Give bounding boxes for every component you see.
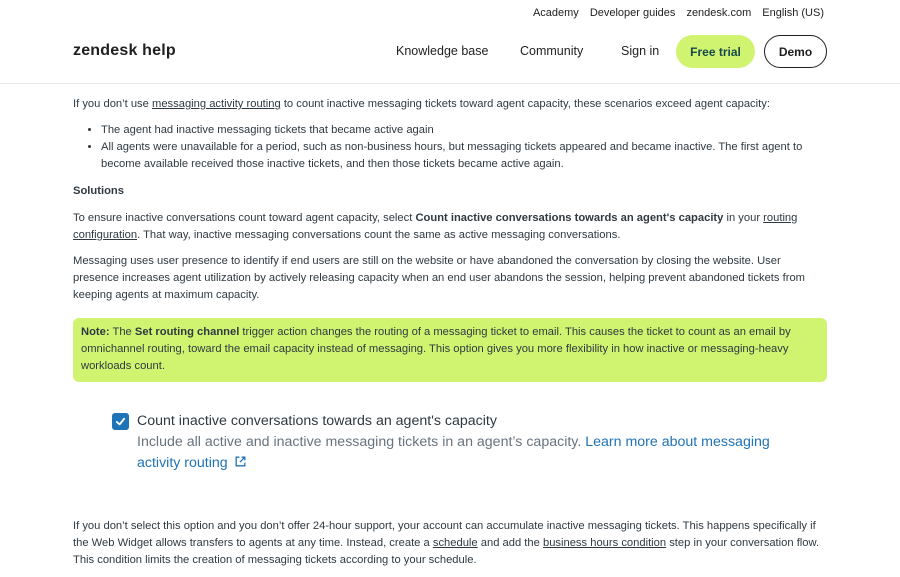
intro-paragraph: If you don’t use messaging activity routing to count inactive messaging tickets toward agent capacity, these scenarios exceed agent capacity: [73, 98, 770, 110]
external-link-icon [234, 455, 247, 468]
language-selector[interactable]: English (US) [762, 7, 824, 19]
solutions-paragraph: To ensure inactive conversations count toward agent capacity, select Count inactive conversations towards an agent's capacity in your routing configuration. That way, inactive messaging conversations count the same as active messaging conversations. [73, 212, 798, 241]
list-item: • All agents were unavailable for a period, such as non-business hours, but messaging tickets appeared and became inactive. The first agent to become available received those inactive tickets, and then those tickets became active again. [101, 139, 829, 173]
messaging-activity-routing-link[interactable]: messaging activity routing [152, 98, 281, 110]
sign-in-link[interactable]: Sign in [621, 44, 660, 58]
free-trial-button[interactable]: Free trial [676, 35, 755, 68]
scenario-list [101, 122, 829, 173]
checkbox-hint: Include all active and inactive messaging tickets in an agent’s capacity. Learn more about messaging activity routing [137, 434, 770, 471]
logo[interactable]: zendesk help [73, 42, 176, 59]
schedule-link[interactable]: schedule [432, 537, 478, 549]
site-header [0, 0, 900, 84]
top-link-developer-guides[interactable]: Developer guides [589, 7, 676, 19]
business-hours-condition-link[interactable]: business hours condition [542, 537, 667, 549]
demo-button[interactable]: Demo [764, 35, 827, 68]
checkmark-icon [115, 416, 126, 427]
learn-more-link[interactable]: Learn more about messaging activity routing [137, 434, 770, 471]
checkbox-label: Count inactive conversations towards an agent's capacity [137, 413, 497, 429]
nav-community[interactable]: Community [520, 44, 584, 58]
article-body [73, 96, 829, 313]
bottom-paragraph: If you don’t select this option and you don’t offer 24-hour support, your account can accumulate inactive messaging tickets. This happens specifically if the Web Widget allows transfers to agents at any time. Instead, create a schedule and add the business hours condition step in your conversation flow. This condition limits the creation of messaging tickets according to your schedule. [73, 520, 820, 566]
nav-knowledge-base[interactable]: Knowledge base [396, 44, 489, 58]
solutions-heading: Solutions [73, 185, 124, 197]
presence-paragraph: Messaging uses user presence to identify if end users are still on the website or have abandoned the conversation by closing the website. User presence increases agent utilization by actively releasing capacity when an end user abandons the session, helping prevent abandoned tickets from keeping agents at maximum capacity. [73, 255, 805, 301]
routing-configuration-link[interactable]: routing configuration [73, 212, 798, 241]
top-link-zendesk[interactable]: zendesk.com [686, 7, 752, 19]
top-links [522, 7, 824, 19]
note-callout: Note: The Set routing channel trigger action changes the routing of a messaging ticket to email. This causes the ticket to count as an email by omnichannel routing, toward the email capacity instead of messaging. This option gives you more flexibility in how inactive or messaging-heavy workloads count. [73, 318, 827, 382]
top-link-academy[interactable]: Academy [532, 7, 579, 19]
list-item: • The agent had inactive messaging tickets that became active again [101, 122, 829, 139]
capacity-checkbox[interactable] [112, 413, 129, 430]
